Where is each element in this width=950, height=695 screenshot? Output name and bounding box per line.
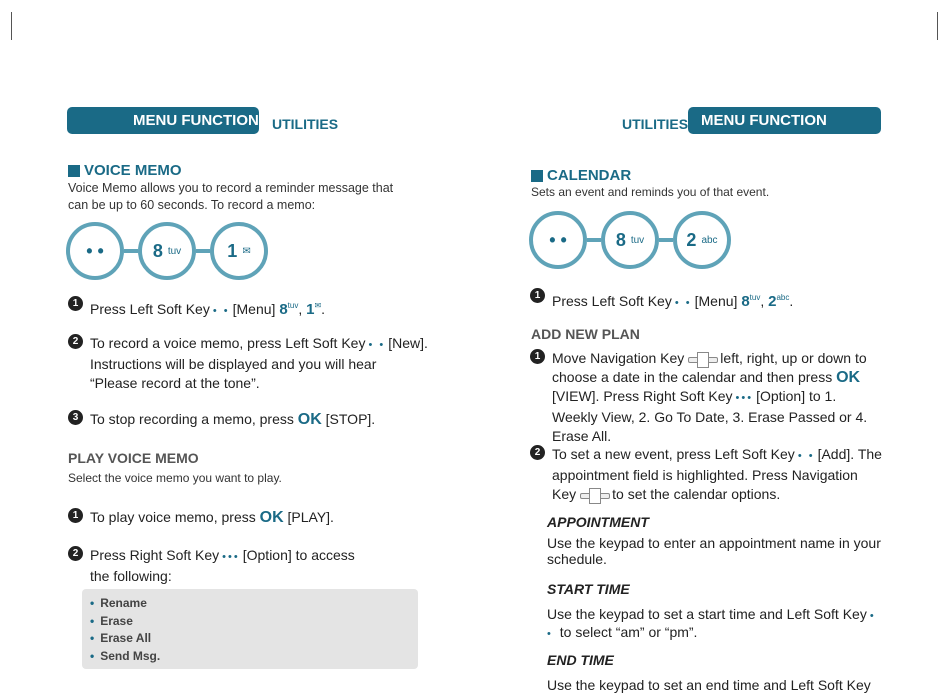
add-new-plan-title: ADD NEW PLAN xyxy=(531,326,640,342)
key-connector xyxy=(587,238,601,242)
right-header-sublabel: UTILITIES xyxy=(622,116,689,132)
step-number: 3 xyxy=(68,410,83,425)
step-number: 2 xyxy=(68,546,83,561)
step-number: 1 xyxy=(530,288,545,303)
calendar-key-sequence xyxy=(529,211,731,269)
end-time-heading: END TIME xyxy=(547,652,614,668)
play-step-1: 1 To play voice memo, press OK [PLAY]. xyxy=(68,508,418,527)
key-8-icon: 8 tuv xyxy=(601,211,659,269)
option-list-box xyxy=(82,589,418,669)
key-8-inline-icon: $8^{tuv}$ xyxy=(279,301,299,318)
left-header-box xyxy=(67,107,259,134)
key-connector xyxy=(124,249,138,253)
calendar-step-1: 1 Press Left Soft Key • • [Menu] $8^{tuv}$, $2^{abc}$. xyxy=(530,288,890,313)
key-2-icon: 2 abc xyxy=(673,211,731,269)
soft-key-dots-icon: • • xyxy=(674,297,692,309)
add-plan-step-1: 1 Move Navigation Key left, right, up or down to choose a date in the calendar and then press OK [VIEW]. Press Right Soft Key ••• [Option] to 1. Weekly View, 2. Go To Date, 3. Erase Passed or 4. Erase All. xyxy=(530,349,885,446)
option-item-erase: • Erase xyxy=(90,613,133,628)
option-item-erase-all: • Erase All xyxy=(90,631,152,645)
key-1-inline-icon: 1✉ xyxy=(306,301,322,318)
crop-mark-left xyxy=(11,12,12,40)
left-header-sublabel: UTILITIES xyxy=(272,116,339,132)
soft-key-dots-icon: • • xyxy=(212,305,230,317)
step-number: 1 xyxy=(68,296,83,311)
step-number: 2 xyxy=(68,334,83,349)
right-header-label: MENU FUNCTION xyxy=(701,112,827,129)
right-header-box xyxy=(688,107,881,134)
play-voice-memo-title: PLAY VOICE MEMO xyxy=(68,450,199,466)
left-soft-key-icon: • • xyxy=(66,222,124,280)
voice-memo-description: Voice Memo allows you to record a reminder message that can be up to 60 seconds. To record a memo: xyxy=(68,181,394,212)
navigation-key-icon xyxy=(580,488,608,502)
key-1-icon: 1 ✉ xyxy=(210,222,268,280)
right-soft-key-dots-icon: ••• xyxy=(735,392,754,404)
calendar-description: Sets an event and reminds you of that event. xyxy=(531,185,770,199)
voice-memo-step-2: 2 To record a voice memo, press Left Soft Key • • [New]. Instructions will be displayed and you will hear “Please record at the tone”. xyxy=(68,334,428,393)
section-square-icon xyxy=(68,165,80,177)
end-time-text: Use the keypad to set an end time and Left Soft Key xyxy=(547,677,871,693)
appointment-text: Use the keypad to enter an appointment name in your schedule. xyxy=(547,535,881,567)
soft-key-dots-icon: • • xyxy=(797,450,815,462)
left-soft-key-icon: • • xyxy=(529,211,587,269)
voice-memo-step-3: 3 To stop recording a memo, press OK [STOP]. xyxy=(68,410,418,429)
start-time-heading: START TIME xyxy=(547,581,630,597)
crop-mark-right xyxy=(937,12,938,40)
play-step-2: 2 Press Right Soft Key ••• [Option] to access the following: xyxy=(68,546,378,586)
navigation-key-icon xyxy=(688,352,716,366)
step-number: 2 xyxy=(530,445,545,460)
option-item-send-msg: • Send Msg. xyxy=(90,648,161,663)
calendar-title xyxy=(531,167,631,184)
start-time-text: Use the keypad to set a start time and Left Soft Key • • to select “am” or “pm”. xyxy=(547,606,876,640)
voice-memo-title xyxy=(68,162,182,179)
ok-key-icon: OK xyxy=(297,411,322,428)
appointment-heading: APPOINTMENT xyxy=(547,514,649,530)
play-voice-memo-description: Select the voice memo you want to play. xyxy=(68,471,282,485)
step-number: 1 xyxy=(530,349,545,364)
soft-key-dots-icon: • • xyxy=(547,610,876,640)
voice-memo-title-text: VOICE MEMO xyxy=(84,162,182,179)
ok-key-icon: OK xyxy=(836,369,861,386)
key-8-inline-icon: $8^{tuv}$ xyxy=(741,293,761,310)
section-square-icon xyxy=(531,170,543,182)
key-2-inline-icon: $2^{abc}$ xyxy=(768,293,790,310)
left-header-label: MENU FUNCTION xyxy=(133,112,259,129)
voice-memo-step-2-detail: Instructions will be displayed and you will hear “Please record at the tone”. xyxy=(90,356,377,391)
voice-memo-step-1: 1 Press Left Soft Key • • [Menu] $8^{tuv}$, 1✉. xyxy=(68,296,418,321)
key-connector xyxy=(196,249,210,253)
right-soft-key-dots-icon: ••• xyxy=(222,551,240,563)
ok-key-icon: OK xyxy=(259,509,284,526)
calendar-title-text: CALENDAR xyxy=(547,167,632,184)
add-plan-step-2: 2 To set a new event, press Left Soft Key • • [Add]. The appointment field is highlighted. Press Navigation Key to set the calendar options. xyxy=(530,445,885,504)
option-item-rename: • Rename xyxy=(90,596,147,610)
key-8-icon: 8 tuv xyxy=(138,222,196,280)
soft-key-dots-icon: • • xyxy=(368,339,386,351)
step-number: 1 xyxy=(68,508,83,523)
voice-memo-key-sequence xyxy=(66,222,268,280)
key-connector xyxy=(659,238,673,242)
